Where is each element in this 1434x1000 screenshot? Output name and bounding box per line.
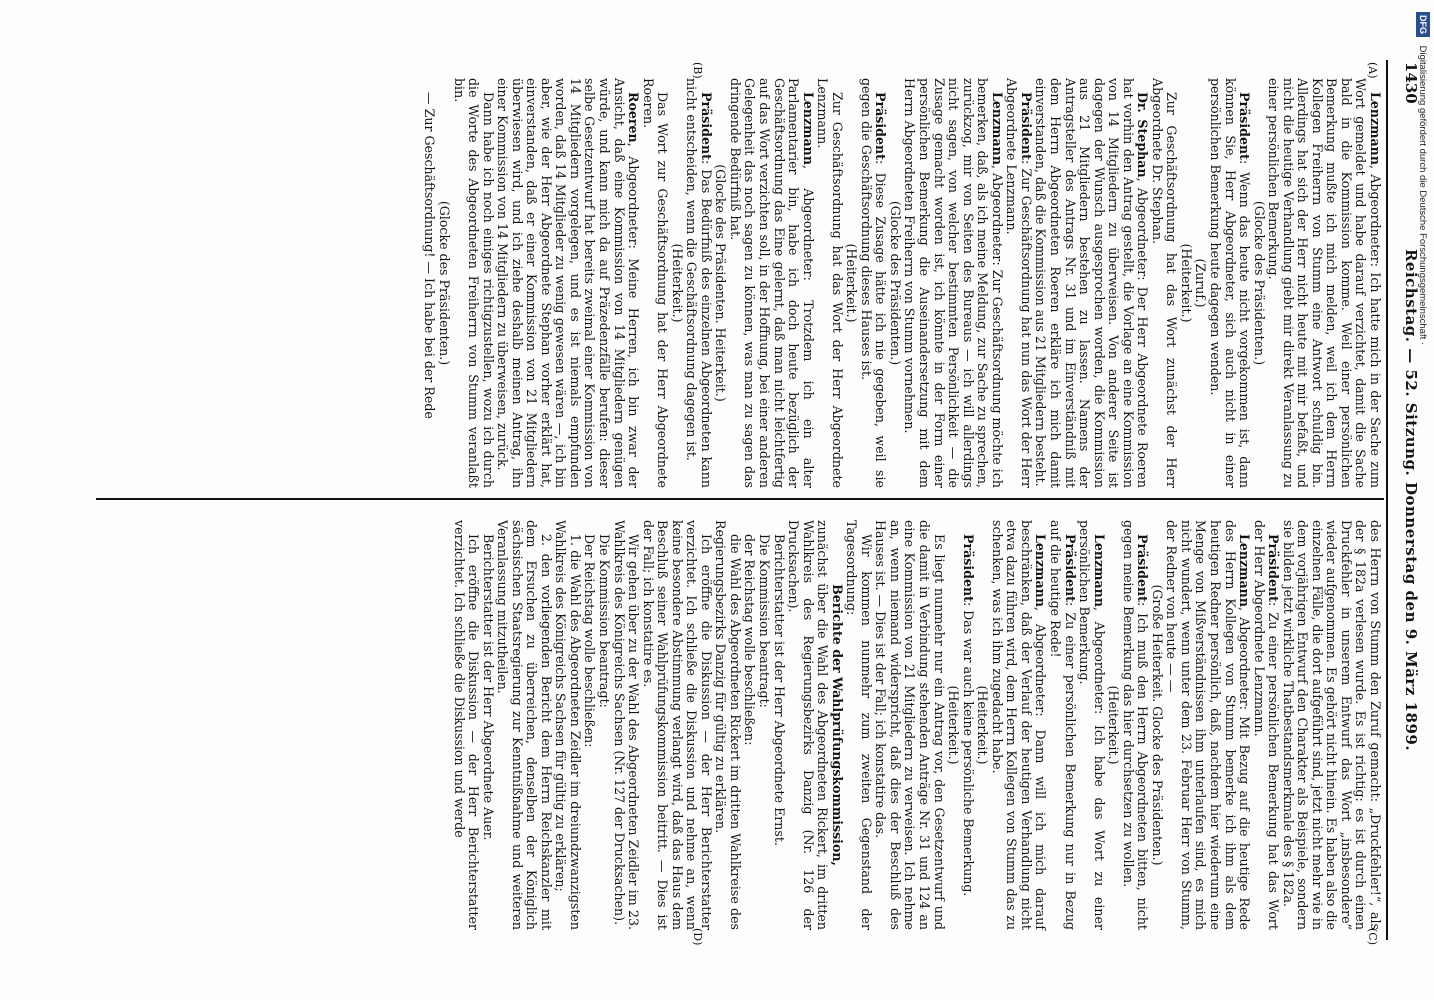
paragraph — [1047, 520, 1076, 930]
paragraph-text: , Abgeordneter: Trotzdem ich ein alter Parlamentarier bin, habe ich doch heute bezüglich der Geschäftsordnung das Eine gelernt, daß man nicht leichtfertig auf das Wort verzichten soll, in der Hoffnung, bei einer anderen Gelegenheit das noch sagen zu können, was man zu sagen das dringende Bedürfniß hat. — [727, 78, 816, 488]
paragraph — [786, 520, 830, 930]
paragraph-text: : Zur Geschäftsordnung hat nun das Wort der Herr Abgeordnete Lenzmann. — [1004, 78, 1034, 488]
running-head: Reichstag. — 52. Sitzung. Donnerstag den 9. März 1899. — [1402, 248, 1420, 752]
paragraph-text: : Das war auch keine persönliche Bemerkung. — [960, 601, 976, 897]
paragraph-text: Wir kommen nunmehr zum zweiten Gegenstand der Tagesordnung: — [844, 520, 874, 930]
paragraph — [480, 520, 495, 930]
paragraph-text: (Heiterkeit.) — [844, 243, 860, 323]
left-column — [422, 78, 1382, 488]
paragraph — [858, 78, 887, 488]
paragraph — [713, 78, 728, 488]
paragraph-text: Das Wort zur Geschäftsordnung hat der Herr Abgeordnete Roeren. — [640, 78, 671, 488]
paragraph-text: , Abgeordneter: Meine Herren, ich bin zwar der Ansicht, daß eine Kommission von 14 Mitgliedern genügen würde, und kann mich da auf Präzedenzfälle berufen: dieser selbe Gesetzentwurf hat bereits zweimal einer Kommission von 14 Mitgliedern vorgelegen, und es ist niemals empfunden worden, daß 14 Mitglieder zu wenig gewesen wären —, ich bin aber, wie der Herr Abgeordnete Stephan vorher erklärt hat, einverstanden, daß er einer Kommission von 21 Mitgliedern überwiesen wird, und ich ziehe deshalb meinen Antrag, ihn einer Kommission von 14 Mitgliedern zu überweisen, zurück. — [495, 78, 642, 488]
paragraph-text: , Abgeordneter: Der Herr Abgeordnete Roeren hat vorhin den Antrag gestellt, die Vorlage an eine Kommission von 14 Mitgliedern zu überweisen. Von anderer Seite ist dagegen der Wunsch ausgesprochen worden, die Kommission aus 21 Mitgliedern bestehen zu lassen. Namens der Antragsteller des Antrags Nr. 31 und im Einverständniß mit dem Herrn Abgeordneten Roeren erkläre ich mich damit einverstanden, daß die Kommission aus 21 Mitgliedern besteht. — [1033, 78, 1151, 488]
paragraph — [582, 520, 597, 930]
speaker-name: Präsident — [960, 534, 976, 602]
paragraph-text: 1. die Wahl des Abgeordneten Zeidler im dreiundzwanzigsten Wahlkreis des Königreichs Sachsen für gültig zu erklären; — [553, 520, 583, 930]
paragraph — [1033, 78, 1149, 488]
paragraph — [495, 520, 553, 930]
paragraph-text: Zur Geschäftsordnung hat das Wort der Herr Abgeordnete Lenzmann. — [815, 78, 845, 488]
digitization-note — [1412, 12, 1432, 988]
speaker-name: Präsident — [1135, 534, 1151, 602]
speaker-name: Dr. Stephan — [1135, 92, 1151, 178]
paragraph — [451, 78, 495, 488]
paragraph — [1251, 78, 1266, 488]
paragraph — [829, 520, 844, 930]
speaker-name: Präsident — [1266, 534, 1282, 602]
paragraph-text: (Glocke des Präsidenten.) — [887, 200, 903, 366]
paragraph — [844, 520, 873, 930]
paragraph — [844, 78, 859, 488]
speaker-name: Lenzmann — [1237, 534, 1253, 607]
paragraph — [611, 520, 640, 930]
paragraph-text: , Abgeordneter: Mit Bezug auf die heutige Rede des Herrn Kollegen von Stumm bemerke ich ihm als dem heutigen Redner persönlich, daß, nachdem hier wiederum eine Menge von Mißverständnissen ihm unterlaufen sind, es mich nicht wundert, wenn unter dem 23. Februar Herr von Stumm, der Redner von heute — — — [1164, 520, 1253, 930]
paragraph-text: Die Kommission beantragt: — [597, 534, 613, 708]
speaker-name: Präsident — [873, 92, 889, 160]
paragraph — [887, 78, 902, 488]
paragraph-text: Der Reichstag wolle beschließen: — [582, 534, 598, 748]
paragraph-text: 2. den vorliegenden Bericht dem Herrn Reichskanzler mit dem Ersuchen zu überreichen, denselben der Königlich sächsischen Staatsregierung zur Kenntnißnahme und weiteren Veranlassung mitzutheilen. — [495, 520, 554, 930]
paragraph-text: Dann habe ich noch einiges richtigzustellen, wozu ich durch die Worte des Abgeordneten Freiherrn von Stumm veranlaßt bin. — [451, 78, 496, 488]
paragraph-text: der Reichstag wolle beschließen: — [742, 534, 758, 746]
paragraph-text: Zur Geschäftsordnung hat das Wort zunächst der Herr Abgeordnete Dr. Stephan. — [1149, 78, 1180, 488]
speaker-name: Lenzmann — [1368, 92, 1383, 165]
paragraph-text: (Große Heiterkeit. Glocke des Präsidenten.) — [1149, 584, 1165, 866]
paragraph-text: : Zu einer persönlichen Bemerkung hat das Wort der Herr Abgeordnete Lenzmann. — [1251, 520, 1282, 930]
paragraph — [495, 78, 640, 488]
paragraph-text: , Abgeordneter: Dann will ich mich darauf beschränken, daß der Verlauf der heutigen Verhandlung nicht etwa dazu führen wird, dem Herrn Kollegen von Stumm das zu schenken, was ich ihm zugedacht habe. — [989, 520, 1049, 930]
paragraph-text: Berichte der Wahlprüfungskommission, — [829, 584, 845, 866]
paragraph-text: : Zu einer persönlichen Bemerkung nur in Bezug auf die heutige Rede! — [1047, 520, 1078, 930]
paragraph — [422, 78, 437, 488]
paragraph — [1149, 78, 1178, 488]
margin-mark-c: (C) — [1366, 928, 1379, 945]
paragraph — [873, 520, 946, 930]
paragraph-text: Die Kommission beantragt: — [757, 534, 773, 708]
paragraph-text: die Wahl des Abgeordneten Rickert im dritten Wahlkreise des Regierungsbezirks Danzig für gültig zu erklären. — [713, 520, 743, 930]
speaker-name: Roeren — [626, 92, 642, 143]
speaker-name: Lenzmann — [989, 92, 1005, 165]
paragraph — [742, 520, 757, 930]
paragraph-text: (Glocke des Präsidenten. Heiterkeit.) — [713, 164, 729, 402]
digitization-text: Digitalisierung gefördert durch die Deutsche Forschungsgemeinschaft · — [1417, 45, 1428, 346]
paragraph-text: Ich eröffne die Diskussion — der Herr Berichterstatter verzichtet. Ich schließe die Diskussion und werde — [451, 520, 482, 930]
paragraph-text: : Diese Zusage hätte ich nie gegeben, weil sie gegen die Geschäftsordnung dieses Hauses ist. — [858, 78, 889, 488]
speaker-name: Präsident — [698, 92, 714, 160]
speaker-name: Präsident — [1018, 92, 1034, 160]
paragraph-text: (Glocke des Präsidenten.) — [437, 200, 452, 366]
paragraph — [1106, 520, 1121, 930]
margin-mark-a: (A) — [1366, 62, 1379, 79]
paragraph-text: : Wenn das heute nicht vorgekommen ist, dann können Sie, Herr Abgeordneter, sich auch nicht in einer persönlichen Bemerkung heute dagegen wenden. — [1207, 78, 1253, 488]
paragraph — [1193, 78, 1208, 488]
speaker-name: Lenzmann — [800, 92, 816, 165]
paragraph — [975, 520, 990, 930]
margin-mark-b: (B) — [691, 62, 704, 79]
paragraph — [669, 78, 684, 488]
paragraph-text: Berichterstatter ist der Herr Abgeordnete Auer. — [480, 534, 496, 841]
paragraph-text: (Heiterkeit.) — [669, 243, 685, 323]
paragraph — [1251, 520, 1280, 930]
paragraph — [1004, 78, 1033, 488]
paragraph — [640, 78, 669, 488]
paragraph — [1120, 520, 1149, 930]
paragraph-text: , Abgeordneter: Ich habe das Wort zu einer persönlichen Bemerkung. — [1077, 520, 1107, 930]
paragraph-text: , Abgeordneter: Zur Geschäftsordnung möchte ich bemerken, daß, als ich meine Meldung, zur Sache zu sprechen, zurückzog, mir von Seiten des Bureaus — ich will allerdings nicht sagen, von welcher bestimmten Persönlichkeit — die Zusage gemacht worden ist, ich könnte in der Form einer persönlichen Bemerkung die Auseinandersetzung mit dem Herrn Abgeordneten Freiherrn von Stumm vornehmen. — [902, 78, 1005, 488]
speaker-name: Lenzmann — [1091, 534, 1107, 607]
paragraph — [713, 520, 742, 930]
paragraph — [960, 520, 975, 930]
paragraph — [771, 520, 786, 930]
paragraph — [1280, 520, 1382, 930]
paragraph — [1266, 78, 1382, 488]
paragraph-text: (Heiterkeit.) — [1178, 243, 1194, 323]
paragraph — [946, 520, 961, 930]
speaker-name: Präsident — [1062, 534, 1078, 602]
paragraph — [1164, 520, 1251, 930]
paragraph — [989, 520, 1047, 930]
paragraph-text: (Zuruf.) — [1193, 258, 1209, 308]
margin-mark-d: (D) — [691, 928, 704, 946]
paragraph — [596, 520, 611, 930]
paragraph — [815, 78, 844, 488]
paragraph-text: Wir gehen über zu der Wahl des Abgeordneten Zeidler im 23. Wahlkreis des Königreichs Sachsen (Nr. 127 der Drucksachen). — [611, 520, 642, 930]
paragraph — [902, 78, 1004, 488]
paragraph-text: Ich eröffne die Diskussion — der Herr Berichterstatter verzichtet. Ich schließe die Diskussion und nehme an, wenn keine besondere Abstimmung verlangt wird, daß das Haus dem Beschluß seiner Wahlprüfungskommission beitritt. — Dies ist der Fall; ich konstatire es. — [640, 520, 714, 930]
paragraph-text: (Heiterkeit.) — [975, 685, 991, 765]
column-divider — [96, 498, 1384, 500]
paragraph — [684, 78, 713, 488]
paragraph — [451, 520, 480, 930]
paragraph-text: des Herrn von Stumm den Zuruf gemacht: „Druckfehler!“, als der § 182a verlesen wurde. Es ist richtig: es ist durch einen Druckfehler in unserem Entwurf das Wort „insbesondere“ wieder aufgenommen. Es gehört nicht hinein. Es haben also die einzelnen Fälle, die dort aufgeführt sind, jetzt nicht mehr wie in dem vorjährigen Entwurf den Charakter als Beispiele, sondern sie bilden jetzt wirkliche Thatbestandsmerkmale des § 182a. — [1280, 520, 1383, 930]
dfg-logo: DFG — [1416, 12, 1430, 37]
page-number: 1430 — [1402, 62, 1420, 104]
header-rule — [1386, 60, 1388, 940]
paragraph-text: (Heiterkeit.) — [946, 685, 962, 765]
paragraph-text: , Abgeordneter: Ich hatte mich in der Sache zum Wort gemeldet und habe darauf verzichtet, damit die Sache bald in die Kommission komme. Weil einer persönlichen Bemerkung mußte ich mich melden, weil ich dem Herrn Kollegen Freiherrn von Stumm eine Antwort schuldig bin. Allerdings hat sich der Herr nicht heute mit mir befaßt, und nicht die heutige Verhandlung giebt mir direkt Veranlassung zu einer persönlichen Bemerkung. — [1266, 78, 1383, 488]
paragraph — [1077, 520, 1106, 930]
paragraph-text: (Heiterkeit.) — [1106, 685, 1122, 765]
paragraph — [436, 78, 451, 488]
paragraph — [727, 78, 814, 488]
right-column — [451, 520, 1382, 930]
paragraph-text: Es liegt nunmehr nur ein Antrag vor, den Gesetzentwurf und die damit in Verbindung stehenden Anträge Nr. 31 und 124 an eine Kommission von 21 Mitgliedern zu verweisen. Ich nehme an, wenn niemand widerspricht, daß dies der Beschluß des Hauses ist. — Dies ist der Fall; ich konstatire das. — [873, 520, 947, 930]
speaker-name: Lenzmann — [1033, 534, 1049, 607]
paragraph — [1178, 78, 1193, 488]
paragraph — [1207, 78, 1251, 488]
paragraph-text: Berichterstatter ist der Herr Abgeordnete Ernst. — [771, 534, 787, 846]
paragraph — [756, 520, 771, 930]
paragraph — [553, 520, 582, 930]
paragraph — [1149, 520, 1164, 930]
paragraph — [640, 520, 713, 930]
paragraph-text: : Ich muß den Herrn Abgeordneten bitten, nicht gegen meine Bemerkung das hier durchsetzen zu wollen. — [1120, 520, 1151, 930]
paragraph-text: : Das Bedürfniß des einzelnen Abgeordneten kann nicht entscheiden, wenn die Geschäftsordnung dagegen ist. — [684, 78, 714, 488]
paragraph-text: zunächst über die Wahl des Abgeordneten Rickert, im dritten Wahlkreis des Regierungsbezirks Danzig (Nr. 126 der Drucksachen). — [786, 520, 831, 930]
paragraph-text: (Glocke des Präsidenten.) — [1251, 200, 1267, 366]
paragraph-text: — Zur Geschäftsordnung! — Ich habe bei der Rede — [422, 92, 438, 419]
speaker-name: Präsident — [1237, 92, 1253, 160]
